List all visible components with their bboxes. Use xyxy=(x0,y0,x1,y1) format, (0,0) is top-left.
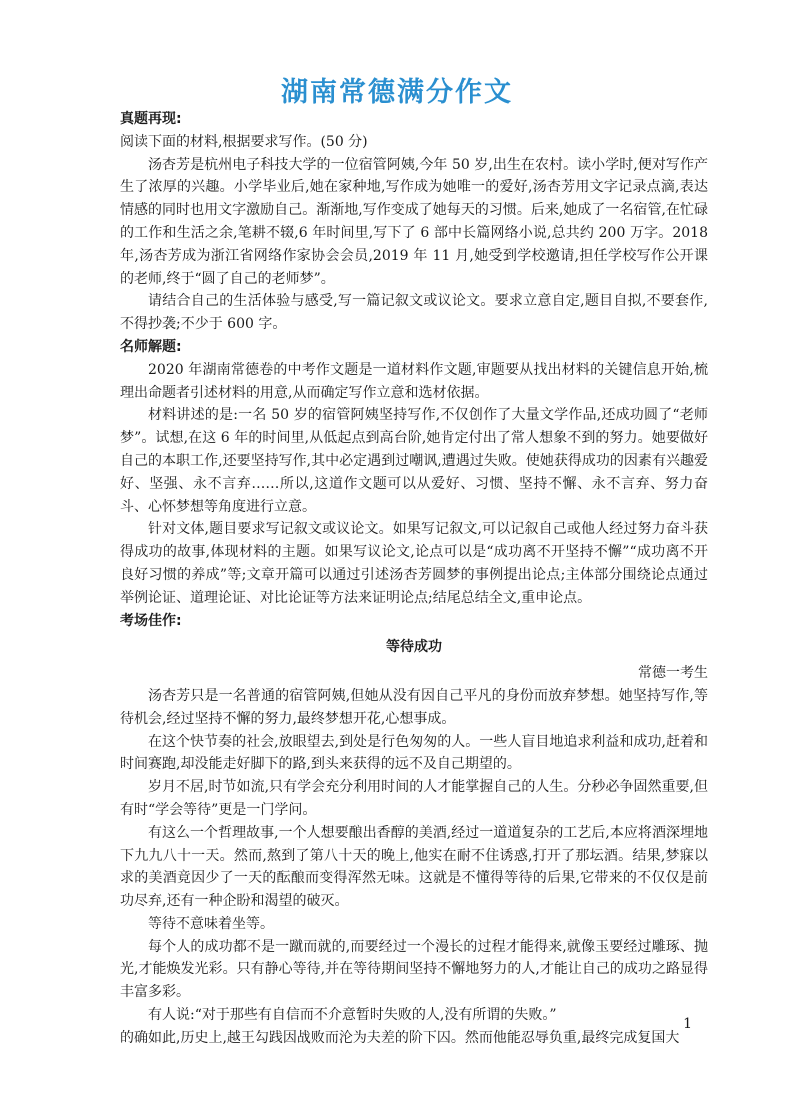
essay-paragraph: 有人说:“对于那些有自信而不介意暂时失败的人,没有所谓的失败。” xyxy=(148,1007,557,1024)
essay-paragraph: 等待不意味着坐等。 xyxy=(148,915,274,932)
page-title: 湖南常德满分作文 xyxy=(281,77,513,108)
essay-author: 常德一考生 xyxy=(638,665,708,682)
analysis-paragraph: 2020 年湖南常德卷的中考作文题是一道材料作文题,审题要从找出材料的关键信息开始,梳理出命题者引述材料的用意,从而确定写作立意和选材依据。 xyxy=(120,361,708,401)
essay-paragraph: 每个人的成功都不是一蹴而就的,而要经过一个漫长的过程才能得来,就像玉要经过雕琢、抛光,才能焕发光彩。只有静心等待,并在等待期间坚持不懈地努力的人,才能让自己的成功之路显得丰富多彩。 xyxy=(120,938,708,1001)
exam-material: 汤杏芳是杭州电子科技大学的一位宿管阿姨,今年 50 岁,出生在农村。读小学时,便对写作产生了浓厚的兴趣。小学毕业后,她在家种地,写作成为她唯一的爱好,汤杏芳用文字记录点滴,表达情感的同时也用文字激励自己。渐渐地,写作变成了她每天的习惯。后来,她成了一名宿管,在忙碌的工作和生活之余,笔耕不辍,6 年时间里,写下了 6 部中长篇网络小说,总共约 200 万字。2018 年,汤杏芳成为浙江省网络作家协会会员,2019 年 11 月,她受到学校邀请,担任学校写作公开课的老师,终于“圆了自己的老师梦”。 xyxy=(120,156,708,287)
document-body xyxy=(120,108,708,1050)
essay-paragraph: 有这么一个哲理故事,一个人想要酿出香醇的美酒,经过一道道复杂的工艺后,本应将酒深埋地下九九八十一天。然而,熬到了第八十天的晚上,他实在耐不住诱惑,打开了那坛酒。结果,梦寐以求的美酒竟因少了一天的酝酿而变得浑然无味。这就是不懂得等待的后果,它带来的不仅仅是前功尽弃,还有一种企盼和渴望的破灭。 xyxy=(120,824,708,910)
essay-continued-line: 的确如此,历史上,越王勾践因战败而沦为夫差的阶下囚。然而他能忍辱负重,最终完成复国大 xyxy=(120,1029,680,1046)
essay-paragraph: 在这个快节奏的社会,放眼望去,到处是行色匆匆的人。一些人盲目地追求利益和成功,赶着和时间赛跑,却没能走好脚下的路,到头来获得的远不及自己期望的。 xyxy=(120,733,708,773)
section-heading-analysis: 名师解题: xyxy=(120,338,182,355)
exam-requirement: 请结合自己的生活体验与感受,写一篇记叙文或议论文。要求立意自定,题目自拟,不要套作,不得抄袭;不少于 600 字。 xyxy=(120,293,708,333)
essay-paragraph: 岁月不居,时节如流,只有学会充分利用时间的人才能掌握自己的人生。分秒必争固然重要,但有时“学会等待”更是一门学问。 xyxy=(120,779,708,818)
section-heading-exam: 真题再现: xyxy=(120,111,182,127)
essay-body xyxy=(120,685,708,1050)
essay-title: 等待成功 xyxy=(386,639,442,656)
analysis-paragraph: 材料讲述的是:一名 50 岁的宿管阿姨坚持写作,不仅创作了大量文学作品,还成功圆了“老师梦”。试想,在这 6 年的时间里,从低起点到高台阶,她肯定付出了常人想象不到的努力。她要做好自己的本职工作,还要坚持写作,其中必定遇到过嘲讽,遭遇过失败。使她获得成功的因素有兴趣爱好、坚强、永不言弃……所以,这道作文题可以从爱好、习惯、坚持不懈、永不言弃、努力奋斗、心怀梦想等角度进行立意。 xyxy=(120,407,708,515)
exam-prompt: 阅读下面的材料,根据要求写作。(50 分) xyxy=(120,133,368,150)
essay-paragraph: 汤杏芳只是一名普通的宿管阿姨,但她从没有因自己平凡的身份而放弃梦想。她坚持写作,等待机会,经过坚持不懈的努力,最终梦想开花,心想事成。 xyxy=(120,687,708,727)
page-number: 1 xyxy=(683,1016,692,1032)
analysis-paragraph: 针对文体,题目要求写记叙文或议论文。如果写记叙文,可以记叙自己或他人经过努力奋斗获得成功的故事,体现材料的主题。如果写议论文,论点可以是“成功离不开坚持不懈”“成功离不开良好习惯的养成”等;文章开篇可以通过引述汤杏芳圆梦的事例提出论点;主体部分围绕论点通过举例论证、道理论证、对比论证等方法来证明论点;结尾总结全文,重申论点。 xyxy=(120,521,708,606)
section-heading-essay: 考场佳作: xyxy=(120,612,182,629)
